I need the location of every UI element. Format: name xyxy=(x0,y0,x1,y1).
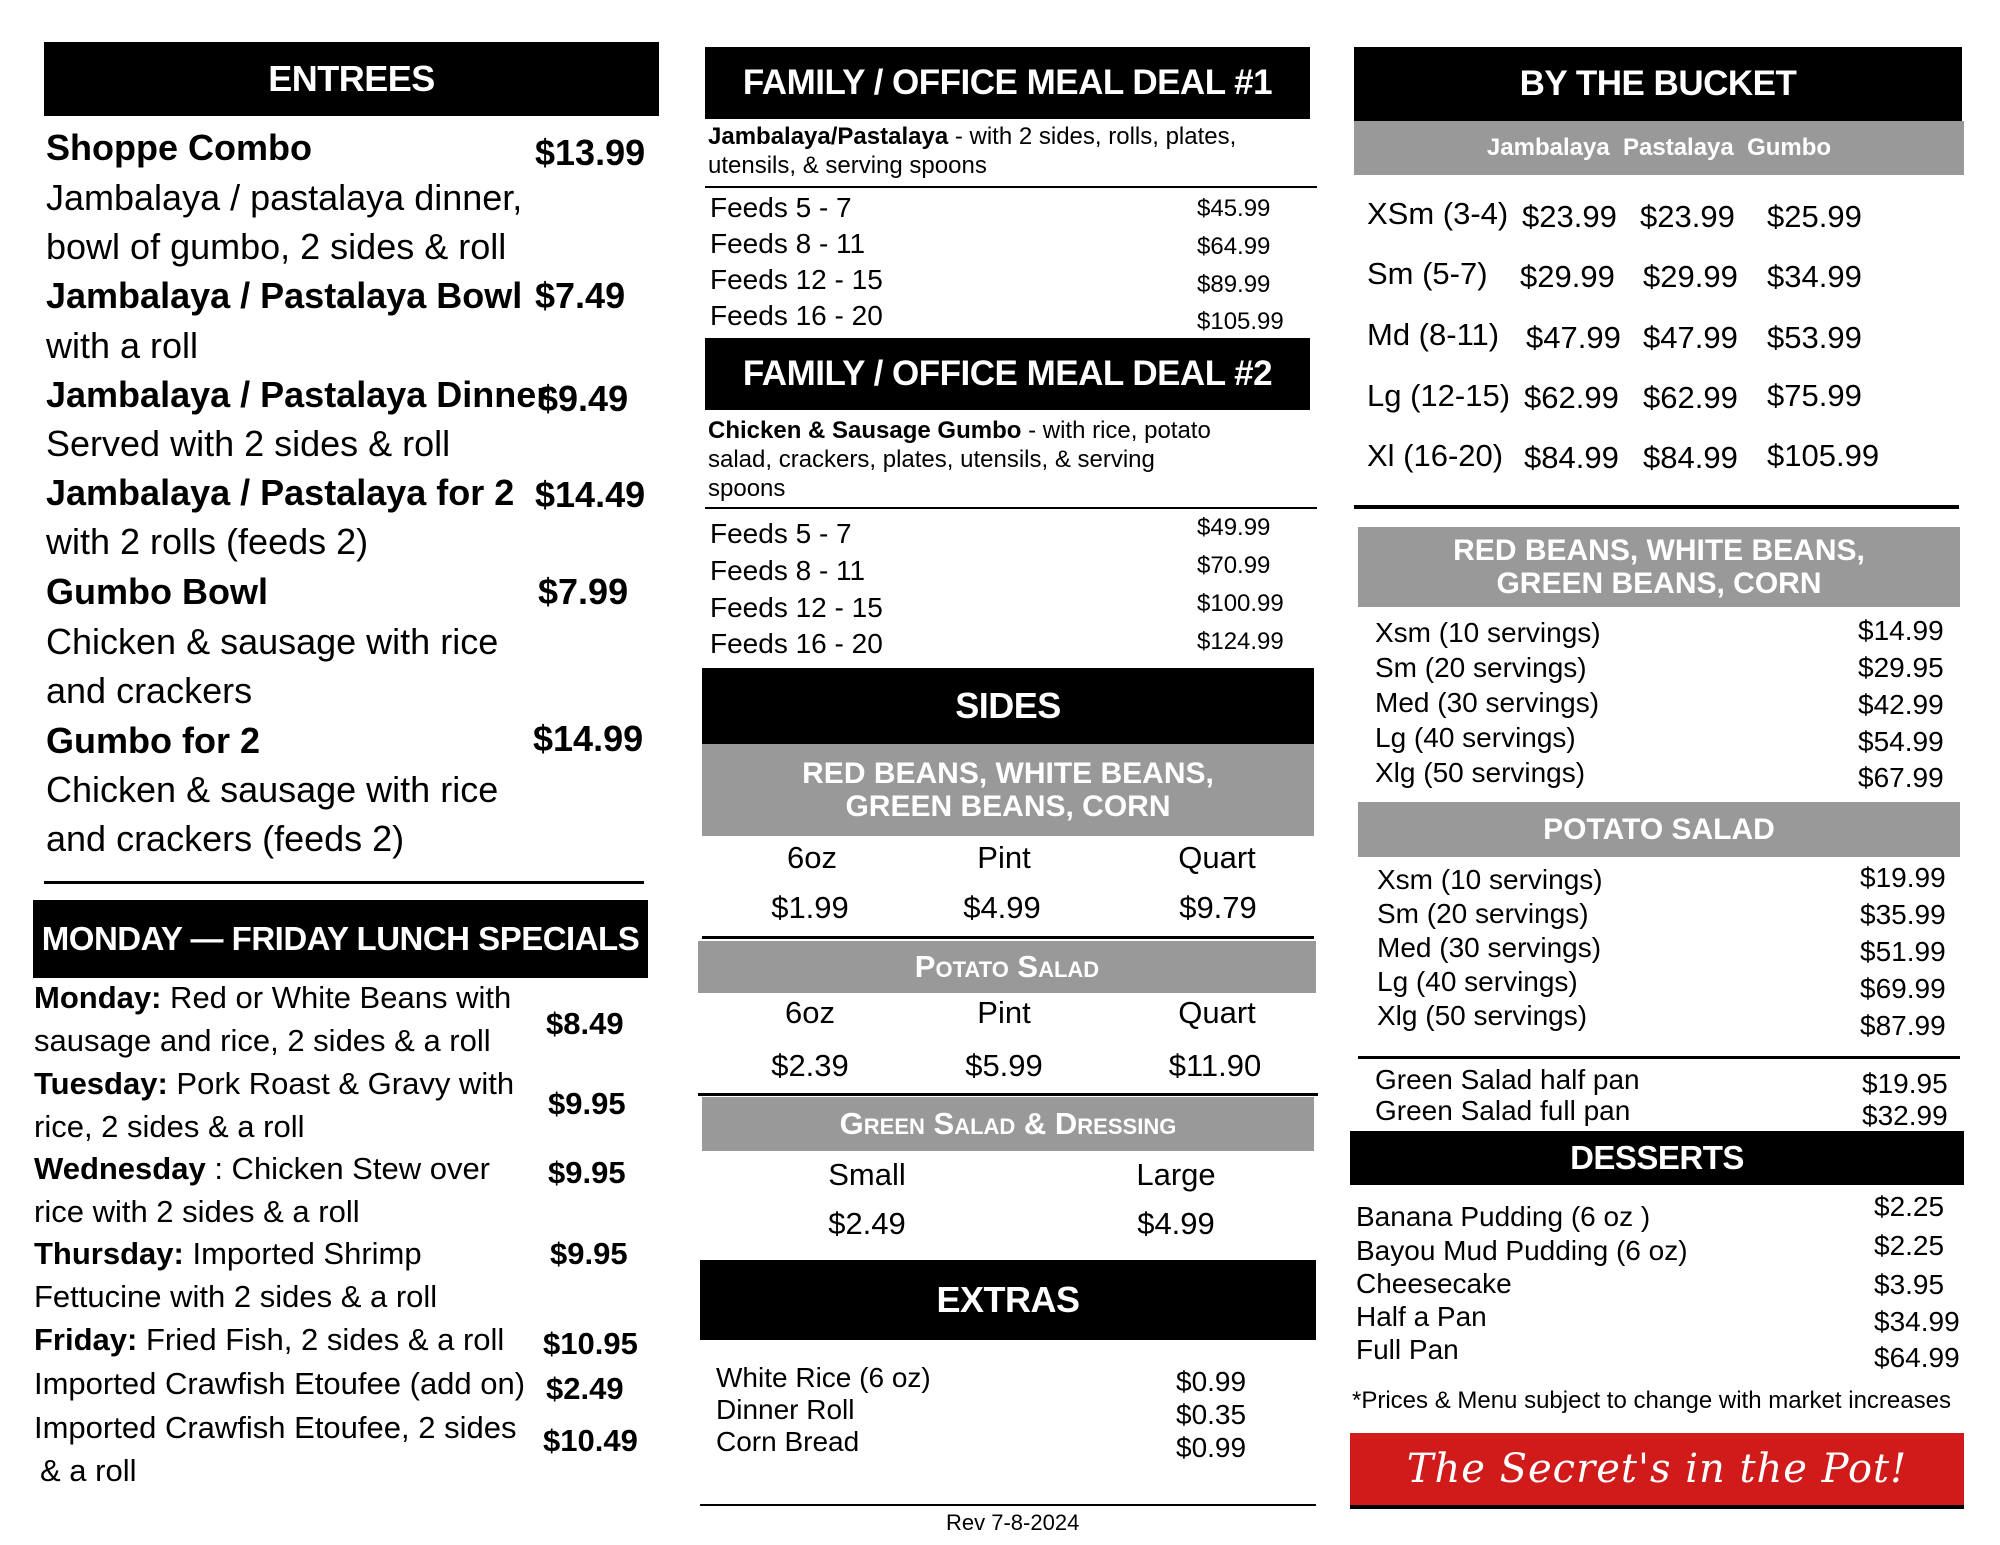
servings-price: $35.99 xyxy=(1860,899,1946,930)
servings-label: Xlg (50 servings) xyxy=(1375,757,1586,788)
entree-price: $13.99 xyxy=(535,132,646,173)
size-label: Pint xyxy=(977,995,1031,1030)
entree-desc: Jambalaya / pastalaya dinner, xyxy=(46,177,523,218)
sides-heading: SIDES xyxy=(702,668,1314,744)
extra-price: $0.99 xyxy=(1176,1432,1247,1463)
size-price: $4.99 xyxy=(963,890,1041,925)
lunch-price: $9.95 xyxy=(550,1236,628,1271)
slogan-banner xyxy=(1350,1433,1964,1509)
divider xyxy=(705,507,1317,509)
deal-row-label: Feeds 16 - 20 xyxy=(710,300,883,331)
size-price: $1.99 xyxy=(771,890,849,925)
lunch-price: $8.49 xyxy=(546,1006,624,1041)
size-label: Large xyxy=(1136,1157,1216,1192)
deal-row-price: $49.99 xyxy=(1197,514,1271,541)
deal-row-label: Feeds 5 - 7 xyxy=(710,192,852,223)
entree-desc: and crackers (feeds 2) xyxy=(46,818,405,859)
lunch-price: $10.49 xyxy=(543,1423,638,1458)
servings-price: $69.99 xyxy=(1860,973,1946,1004)
size-label: Quart xyxy=(1178,995,1256,1030)
deal-row-price: $89.99 xyxy=(1197,271,1271,298)
servings-price: $87.99 xyxy=(1860,1010,1946,1041)
divider xyxy=(1354,505,1959,509)
size-price: $5.99 xyxy=(965,1048,1043,1083)
entree-price: $9.49 xyxy=(538,378,629,419)
bucket-columns-header: Jambalaya Pastalaya Gumbo xyxy=(1354,121,1964,175)
bucket-price: $34.99 xyxy=(1767,259,1862,294)
entree-name: Jambalaya / Pastalaya Dinner xyxy=(46,374,551,415)
size-price: $4.99 xyxy=(1137,1206,1215,1241)
deal-row-price: $64.99 xyxy=(1197,233,1271,260)
deal-row-label: Feeds 8 - 11 xyxy=(710,228,866,259)
entree-desc: Chicken & sausage with rice xyxy=(46,769,499,810)
lunch-text: rice with 2 sides & a roll xyxy=(34,1194,360,1229)
entree-desc: with 2 rolls (feeds 2) xyxy=(46,521,369,562)
lunch-item xyxy=(34,1322,504,1358)
entree-desc: with a roll xyxy=(46,325,199,366)
entree-desc: Chicken & sausage with rice xyxy=(46,621,499,662)
size-price: $2.39 xyxy=(771,1048,849,1083)
beans-bulk-heading: RED BEANS, WHITE BEANS, GREEN BEANS, CORN xyxy=(1358,527,1960,607)
green-salad-price: $19.95 xyxy=(1862,1068,1948,1099)
sides-green-heading: Green Salad & Dressing xyxy=(702,1097,1314,1151)
sides-potato-heading: Potato Salad xyxy=(698,941,1316,993)
dessert-label: Full Pan xyxy=(1356,1334,1459,1365)
deal-row-label: Feeds 5 - 7 xyxy=(710,518,852,549)
lunch-day: Wednesday xyxy=(34,1151,206,1186)
lunch-item xyxy=(34,1151,490,1187)
deal2-heading: FAMILY / OFFICE MEAL DEAL #2 xyxy=(705,338,1310,410)
deal-row-label: Feeds 12 - 15 xyxy=(710,592,883,623)
lunch-day: Monday: xyxy=(34,980,162,1015)
servings-price: $29.95 xyxy=(1858,652,1944,683)
bucket-price: $23.99 xyxy=(1640,199,1735,234)
servings-label: Med (30 servings) xyxy=(1377,932,1602,963)
lunch-item xyxy=(34,1236,422,1272)
bucket-price: $75.99 xyxy=(1767,378,1862,413)
dessert-label: Banana Pudding (6 oz ) xyxy=(1356,1201,1651,1232)
deal-row-label: Feeds 16 - 20 xyxy=(710,628,883,659)
slogan-text: The Secret's in the Pot! xyxy=(1406,1446,1908,1492)
extra-label: White Rice (6 oz) xyxy=(716,1362,931,1393)
servings-label: Xsm (10 servings) xyxy=(1375,617,1601,648)
deal2-desc: Chicken & Sausage Gumbo - with rice, potato salad, crackers, plates, utensils, & serving spoons xyxy=(708,417,1211,502)
deal-row-price: $124.99 xyxy=(1197,628,1284,655)
extras-heading: EXTRAS xyxy=(700,1260,1316,1340)
entree-name: Gumbo Bowl xyxy=(46,571,268,612)
extra-label: Corn Bread xyxy=(716,1426,860,1457)
bucket-price: $84.99 xyxy=(1524,440,1619,475)
lunch-item xyxy=(34,1066,514,1102)
green-salad-label: Green Salad half pan xyxy=(1375,1064,1640,1095)
lunch-text: Fried Fish, 2 sides & a roll xyxy=(137,1322,505,1357)
deal-row-label: Feeds 8 - 11 xyxy=(710,555,866,586)
deal1-heading: FAMILY / OFFICE MEAL DEAL #1 xyxy=(705,47,1310,119)
divider xyxy=(698,1093,1318,1096)
dessert-price: $64.99 xyxy=(1874,1342,1960,1373)
lunch-price: $9.95 xyxy=(548,1086,626,1121)
entree-name: Gumbo for 2 xyxy=(46,720,260,761)
green-salad-price: $32.99 xyxy=(1862,1100,1948,1131)
lunch-text: Imported Shrimp xyxy=(183,1236,422,1271)
entree-desc: and crackers xyxy=(46,670,253,711)
servings-price: $54.99 xyxy=(1858,726,1944,757)
servings-label: Lg (40 servings) xyxy=(1377,966,1578,997)
servings-label: Xlg (50 servings) xyxy=(1377,1000,1588,1031)
size-label: Quart xyxy=(1178,840,1256,875)
desserts-heading: DESSERTS xyxy=(1350,1131,1964,1185)
deal-row-price: $70.99 xyxy=(1197,552,1271,579)
entrees-heading: ENTREES xyxy=(44,42,659,116)
dessert-label: Half a Pan xyxy=(1356,1301,1487,1332)
size-label: Pint xyxy=(977,840,1031,875)
lunch-addon: Imported Crawfish Etoufee (add on) xyxy=(34,1366,526,1401)
entree-price: $7.49 xyxy=(535,275,626,316)
servings-price: $42.99 xyxy=(1858,689,1944,720)
entree-name: Jambalaya / Pastalaya for 2 xyxy=(46,472,515,513)
bucket-size: Xl (16-20) xyxy=(1367,438,1504,473)
divider xyxy=(1358,1056,1960,1059)
extra-price: $0.99 xyxy=(1176,1366,1247,1397)
entree-name: Shoppe Combo xyxy=(46,127,312,168)
entree-price: $14.99 xyxy=(533,718,644,759)
servings-label: Xsm (10 servings) xyxy=(1377,864,1603,895)
bucket-price: $23.99 xyxy=(1522,199,1617,234)
dessert-price: $2.25 xyxy=(1874,1230,1945,1261)
bucket-price: $84.99 xyxy=(1643,440,1738,475)
servings-label: Med (30 servings) xyxy=(1375,687,1600,718)
entree-price: $14.49 xyxy=(535,474,646,515)
servings-label: Lg (40 servings) xyxy=(1375,722,1576,753)
size-price: $9.79 xyxy=(1179,890,1257,925)
size-price: $2.49 xyxy=(828,1206,906,1241)
size-label: 6oz xyxy=(785,995,835,1030)
servings-label: Sm (20 servings) xyxy=(1377,898,1589,929)
bucket-size: Lg (12-15) xyxy=(1367,378,1511,413)
servings-label: Sm (20 servings) xyxy=(1375,652,1587,683)
bucket-size: XSm (3-4) xyxy=(1367,196,1509,231)
lunch-text: Fettucine with 2 sides & a roll xyxy=(34,1279,438,1314)
size-price: $11.90 xyxy=(1168,1048,1262,1083)
lunch-day: Thursday: xyxy=(34,1236,184,1271)
divider xyxy=(705,186,1317,188)
revision-date: Rev 7-8-2024 xyxy=(946,1510,1080,1535)
divider xyxy=(702,936,1314,939)
deal-row-label: Feeds 12 - 15 xyxy=(710,264,883,295)
bucket-price: $53.99 xyxy=(1767,320,1862,355)
divider xyxy=(44,881,644,884)
bucket-price: $25.99 xyxy=(1767,199,1862,234)
entree-desc: Served with 2 sides & roll xyxy=(46,423,451,464)
extra-label: Dinner Roll xyxy=(716,1394,855,1425)
bucket-heading: BY THE BUCKET xyxy=(1354,47,1962,121)
bucket-price: $62.99 xyxy=(1524,380,1619,415)
lunch-heading: MONDAY — FRIDAY LUNCH SPECIALS xyxy=(33,900,648,978)
size-label: Small xyxy=(828,1157,906,1192)
lunch-text: Pork Roast & Gravy with xyxy=(167,1066,515,1101)
green-salad-label: Green Salad full pan xyxy=(1375,1095,1631,1126)
lunch-text: : Chicken Stew over xyxy=(205,1151,491,1186)
bucket-price: $62.99 xyxy=(1643,380,1738,415)
divider xyxy=(700,1504,1316,1506)
potato-bulk-heading: POTATO SALAD xyxy=(1358,802,1960,857)
bucket-size: Md (8-11) xyxy=(1367,317,1500,352)
bucket-size: Sm (5-7) xyxy=(1367,256,1488,291)
entree-price: $7.99 xyxy=(538,571,629,612)
servings-price: $14.99 xyxy=(1858,615,1944,646)
servings-price: $51.99 xyxy=(1860,936,1946,967)
size-label: 6oz xyxy=(787,840,837,875)
lunch-text: rice, 2 sides & a roll xyxy=(34,1109,305,1144)
deal-row-price: $45.99 xyxy=(1197,195,1271,222)
lunch-price: $9.95 xyxy=(548,1155,626,1190)
lunch-text: sausage and rice, 2 sides & a roll xyxy=(34,1023,491,1058)
bucket-price: $47.99 xyxy=(1526,320,1621,355)
deal-row-price: $100.99 xyxy=(1197,590,1284,617)
lunch-text: Red or White Beans with xyxy=(161,980,512,1015)
bucket-price: $29.99 xyxy=(1643,259,1738,294)
dessert-price: $2.25 xyxy=(1874,1191,1945,1222)
servings-price: $67.99 xyxy=(1858,762,1944,793)
sides-beans-heading: RED BEANS, WHITE BEANS, GREEN BEANS, CORN xyxy=(702,744,1314,836)
bucket-price: $47.99 xyxy=(1643,320,1738,355)
deal1-desc: Jambalaya/Pastalaya - with 2 sides, rolls, plates, utensils, & serving spoons xyxy=(708,123,1237,179)
entree-desc: bowl of gumbo, 2 sides & roll xyxy=(46,226,507,267)
lunch-price: $10.95 xyxy=(543,1326,638,1361)
lunch-day: Tuesday: xyxy=(34,1066,168,1101)
lunch-etoufee: Imported Crawfish Etoufee, 2 sides xyxy=(34,1410,517,1445)
dessert-label: Bayou Mud Pudding (6 oz) xyxy=(1356,1235,1688,1266)
bucket-price: $29.99 xyxy=(1520,259,1615,294)
lunch-price: $2.49 xyxy=(546,1371,624,1406)
lunch-etoufee: & a roll xyxy=(40,1453,137,1488)
entree-name: Jambalaya / Pastalaya Bowl xyxy=(46,275,523,316)
price-disclaimer: *Prices & Menu subject to change with market increases xyxy=(1352,1387,1951,1414)
lunch-day: Friday: xyxy=(34,1322,138,1357)
lunch-item xyxy=(34,980,511,1016)
extra-price: $0.35 xyxy=(1176,1399,1247,1430)
dessert-label: Cheesecake xyxy=(1356,1268,1512,1299)
servings-price: $19.99 xyxy=(1860,862,1946,893)
dessert-price: $3.95 xyxy=(1874,1269,1945,1300)
dessert-price: $34.99 xyxy=(1874,1306,1960,1337)
bucket-price: $105.99 xyxy=(1767,438,1880,473)
deal-row-price: $105.99 xyxy=(1197,308,1284,335)
